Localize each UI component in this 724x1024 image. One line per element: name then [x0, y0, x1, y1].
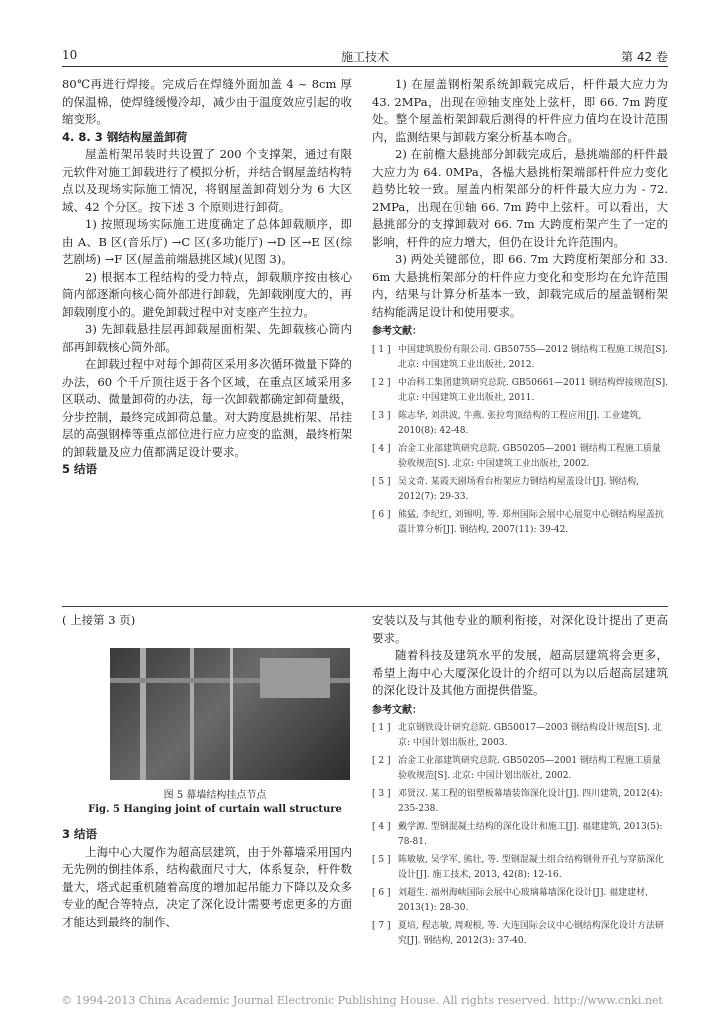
page-header — [62, 46, 668, 67]
section-heading: 5 结语 — [62, 462, 98, 476]
references-list — [372, 721, 668, 949]
volume-label: 第 42 卷 — [621, 50, 668, 64]
reference-item: [ 7 ] 夏培, 程志敏, 周观根, 等. 大连国际会议中心钢结构深化设计方法研究[J]. 钢结构, 2012(3): 37-40. — [372, 921, 664, 946]
page-number: 10 — [62, 48, 78, 62]
figure-caption-en: Fig. 5 Hanging joint of curtain wall structure — [88, 804, 342, 815]
paragraph: 2) 根据本工程结构的受力特点，卸载顺序按由核心筒内部逐渐向核心筒外部进行卸载，先卸载刚度大的，再卸载刚度小的。避免卸载过程中对支座产生拉力。 — [62, 269, 352, 319]
reference-item: [ 6 ] 熊猛, 李纪红, 刘锡明, 等. 郑州国际会展中心展览中心钢结构屋盖抗震计算分析[J]. 钢结构, 2007(11): 39-42. — [372, 509, 664, 535]
reference-item: [ 5 ] 吴文奇. 某霞天剧场看台桁架应力钢结构屋盖设计[J]. 钢结构, 2012(7): 29-33. — [372, 476, 639, 502]
bottom-left-column — [62, 826, 352, 931]
journal-name: 施工技术 — [340, 50, 389, 64]
paragraph: 屋盖桁架吊装时共设置了 200 个支撑架，通过有限元软件对施工卸载进行了模拟分析，并结合钢屋盖结构特点以及现场实际施工情况，将钢屋盖卸荷划分为 6 大区域、42 个分区。按下述 3 个原则进行卸荷。 — [62, 147, 352, 214]
paragraph: 2) 在前檐大悬挑部分卸载完成后，悬挑端部的杆件最大应力为 64. 0MPa，各榀大悬挑桁架端部杆件应力变化趋势比较一致。屋盖内桁架部分的杆件最大应力为 - 72. 2MPa，出现在⑪轴 66. 7m 跨中上弦杆。可以看出，大悬挑部分的支撑卸载对 66. 7m 大跨度桁架产生了一定的影响，杆件的应力增大，但仍在设计允许范围内。 — [372, 147, 668, 249]
figure-element — [260, 658, 330, 698]
paragraph: 3) 先卸载悬挂层再卸载屋面桁架、先卸载核心筒内部再卸载核心筒外部。 — [62, 322, 352, 354]
paragraph: 在卸载过程中对每个卸荷区采用多次循环微量下降的办法，60 个千斤顶往返于各个区域，在重点区域采用多区联动、微量卸荷的办法，每一次卸载都确定卸荷量级，分步控制，最终完成卸荷总量。对大跨度悬挑桁架、吊挂层的高强钢棒等重点部位进行应力应变的监测，最终桁架的卸载量及应力值都满足设计要求。 — [62, 357, 352, 459]
section-heading: 3 结语 — [62, 827, 98, 841]
reference-item: [ 4 ] 冶金工业部建筑研究总院. GB50205—2001 钢结构工程施工质量验收规范[S]. 北京: 中国建筑工业出版社, 2002. — [372, 443, 661, 469]
paragraph: 上海中心大厦作为超高层建筑，由于外幕墙采用国内无先例的倒挂体系，结构截面尺寸大，体系复杂，杆件数量大，塔式起重机随着高度的增加起吊能力下降以及众多专业的配合等特点，决定了深化设计需要考虑更多的方面才能达到最终的制作、 — [62, 844, 352, 929]
bottom-right-column — [372, 612, 668, 952]
continued-note: ( 上接第 3 页) — [62, 613, 136, 627]
references-title: 参考文献： — [372, 326, 422, 337]
reference-item: [ 1 ] 中国建筑股份有限公司. GB50755—2012 钢结构工程施工规范[S]. 北京: 中国建筑工业出版社, 2012. — [372, 344, 668, 370]
reference-item: [ 2 ] 中冶科工集团建筑研究总院. GB50661—2011 钢结构焊接规范[S]. 北京: 中国建筑工业出版社, 2011. — [372, 377, 668, 403]
figure-element — [190, 648, 194, 780]
figure-caption-cn: 图 5 幕墙结构挂点节点 — [163, 790, 267, 801]
copyright-footer: © 1994-2013 China Academic Journal Electronic Publishing House. All rights reserved. http://www.cnki.net — [61, 994, 663, 1007]
reference-item: [ 3 ] 陈志华, 刘洪波, 牛燕. 张拉弯顶结构的工程应用[J]. 工业建筑, 2010(8): 42-48. — [372, 410, 642, 436]
reference-item: [ 5 ] 陈敏敏, 吴学军, 熊壮, 等. 型钢混凝土组合结构钢骨开孔与穿筋深化设计[J]. 施工技术, 2013, 42(8): 12-16. — [372, 855, 664, 880]
paragraph: 80℃再进行焊接。完成后在焊缝外面加盖 4 ~ 8cm 厚的保温棉，使焊缝缓慢冷却，减少由于温度效应引起的收缩变形。 — [62, 77, 352, 126]
paragraph: 3) 两处关键部位，即 66. 7m 大跨度桁架部分和 33. 6m 大悬挑桁架部分的杆件应力变化和变形均在允许范围内，结果与计算分析基本一致，卸载完成后的屋盖钢桁架结构能满足设计和使用要求。 — [372, 252, 668, 319]
reference-item: [ 2 ] 冶金工业部建筑研究总院. GB50205—2001 钢结构工程施工质量验收规范[S]. 北京: 中国计划出版社, 2002. — [372, 756, 661, 781]
reference-item: [ 4 ] 戴学源. 型钢混凝土结构的深化设计和施工[J]. 福建建筑, 2013(5): 78-81. — [372, 822, 663, 847]
paragraph: 1) 在屋盖钢桁架系统卸载完成后，杆件最大应力为 43. 2MPa，出现在⑩轴支座处上弦杆，即 66. 7m 跨度处。整个屋盖桁架卸载后测得的杆件应力值均在设计范围内，监测结果与卸载方案分析基本吻合。 — [372, 77, 668, 144]
references-list — [372, 343, 668, 538]
top-right-column — [372, 76, 668, 541]
figure-element — [140, 648, 146, 780]
top-left-column — [62, 76, 352, 479]
paragraph: 安装以及与其他专业的顺利衔接，对深化设计提出了更高要求。 — [372, 613, 668, 645]
references-title: 参考文献： — [372, 704, 422, 716]
figure-element — [230, 648, 233, 780]
curtain-wall-joint-figure — [110, 648, 350, 780]
paragraph: 随着科技及建筑水平的发展，超高层建筑将会更多，希望上海中心大厦深化设计的介绍可以为以后超高层建筑的深化设计及其他方面提供借鉴。 — [372, 648, 668, 697]
section-divider — [62, 606, 668, 607]
reference-item: [ 1 ] 北京钢铁设计研究总院. GB50017—2003 钢结构设计规范[S]. 北京: 中国计划出版社, 2003. — [372, 723, 662, 748]
reference-item: [ 3 ] 邓贤汉. 某工程的铝塑板幕墙装饰深化设计[J]. 四川建筑, 2012(4): 235-238. — [372, 789, 663, 814]
reference-item: [ 6 ] 刘超生. 福州海峡国际会展中心玻璃幕墙深化设计[J]. 福建建材, 2013(1): 28-30. — [372, 888, 648, 913]
section-heading: 4. 8. 3 钢结构屋盖卸荷 — [62, 129, 188, 144]
paragraph: 1) 按照现场实际施工进度确定了总体卸载顺序，即由 A、B 区(音乐厅) →C 区(多功能厅) →D 区→E 区(综艺剧场) →F 区(屋盖前端悬挑区域)(见图 3)。 — [62, 217, 352, 266]
